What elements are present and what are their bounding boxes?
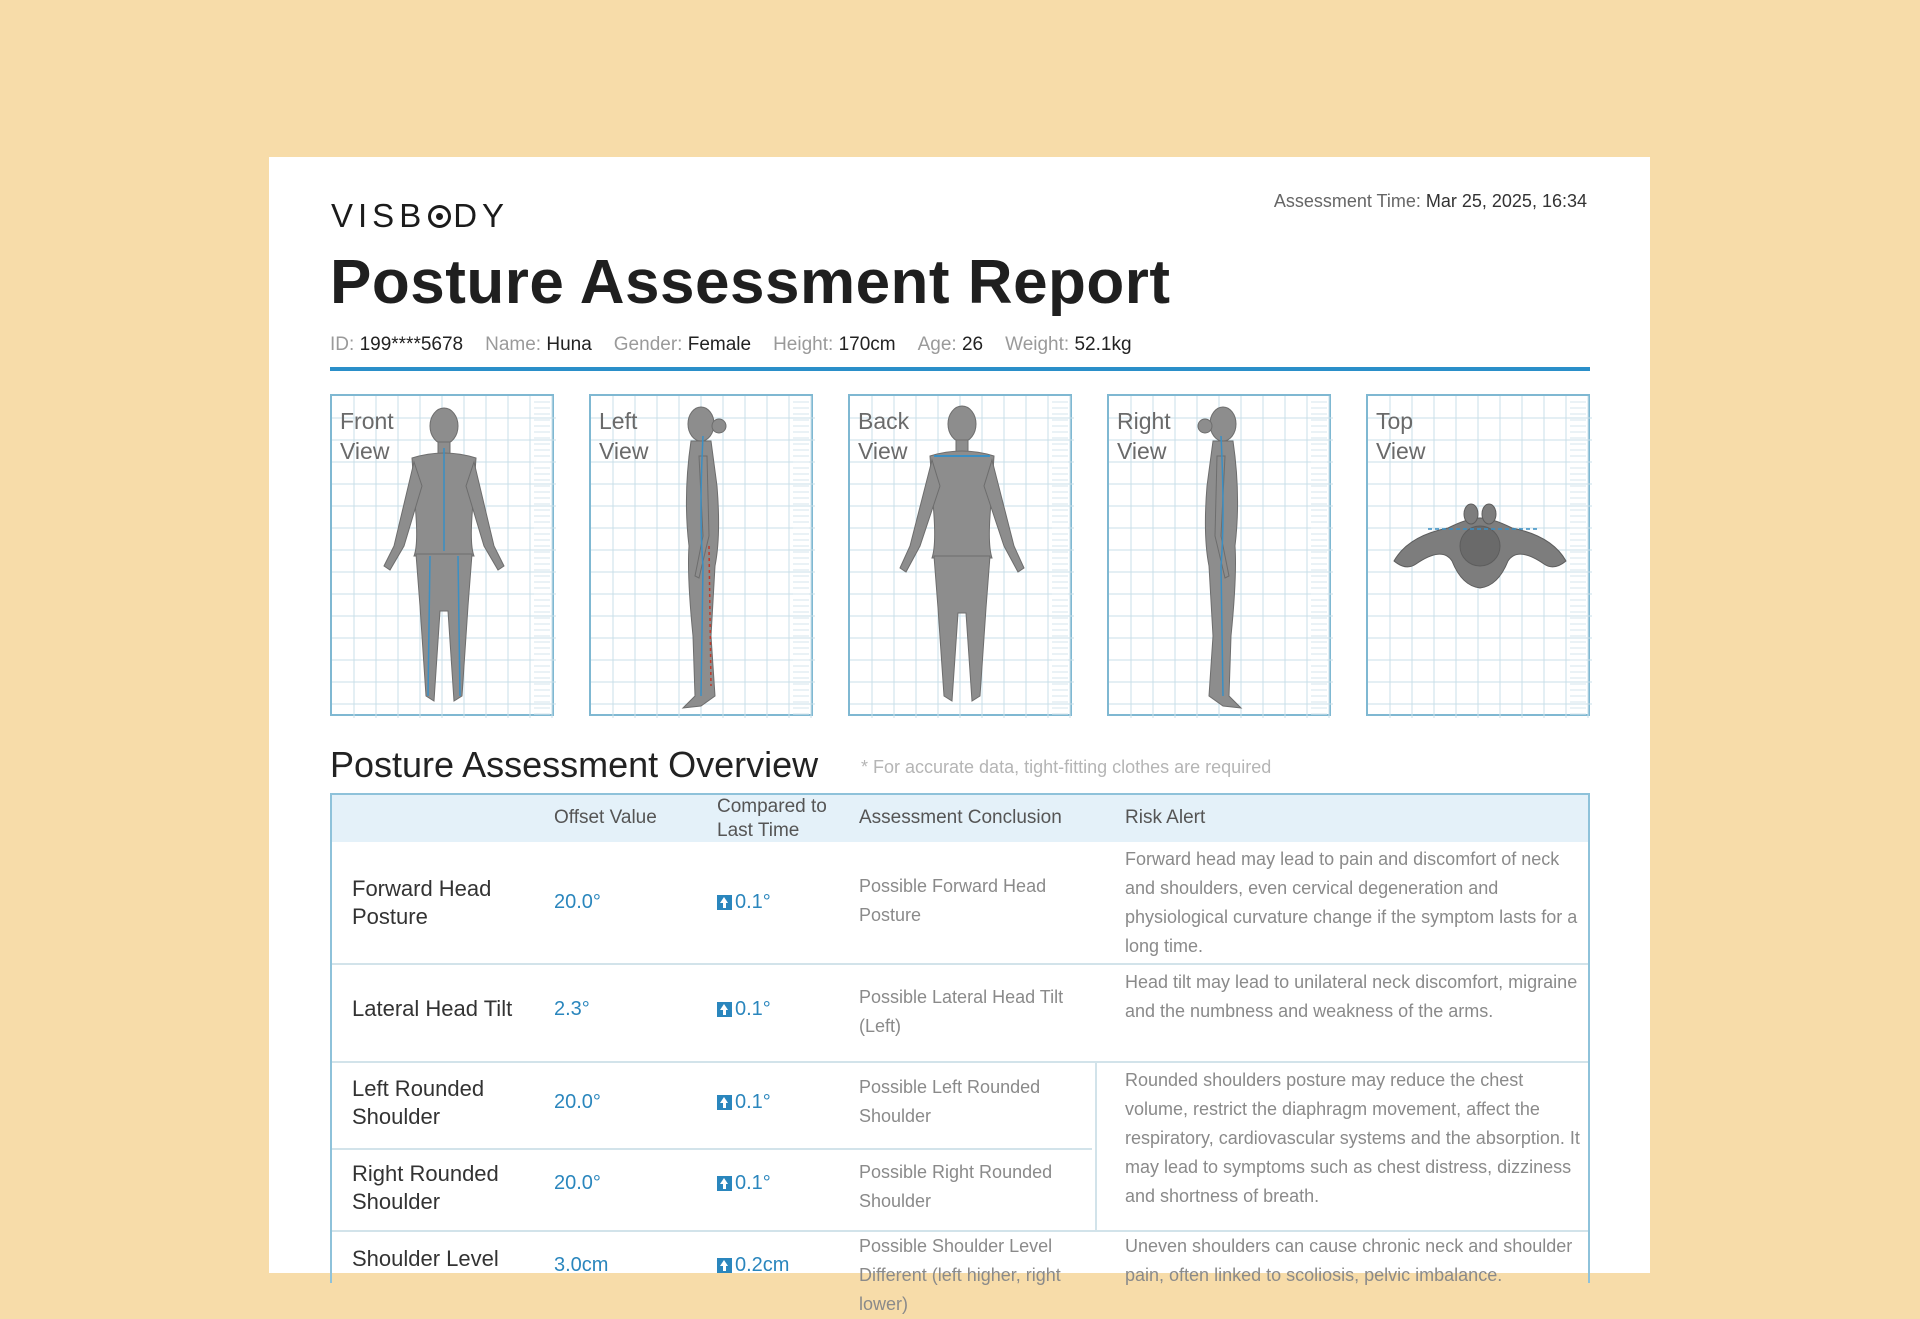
up-arrow-icon bbox=[717, 1176, 732, 1191]
row-conclusion: Possible Left Rounded Shoulder bbox=[859, 1077, 1041, 1126]
table-row bbox=[332, 965, 1588, 1061]
row-offset: 20.0° bbox=[554, 1172, 601, 1194]
body-scan-views bbox=[330, 394, 1590, 716]
row-name: Shoulder Level bbox=[352, 1246, 499, 1271]
col-offset-value: Offset Value bbox=[554, 807, 657, 828]
row-offset: 20.0° bbox=[554, 891, 601, 913]
row-compare: 0.2cm bbox=[717, 1254, 789, 1277]
overview-note: * For accurate data, tight-fitting clothes are required bbox=[861, 757, 1272, 777]
row-compare: 0.1° bbox=[717, 891, 771, 914]
front-view-panel[interactable] bbox=[330, 394, 554, 716]
left-view-label: Left View bbox=[599, 408, 649, 464]
up-arrow-icon bbox=[717, 895, 732, 910]
col-conclusion: Assessment Conclusion bbox=[859, 807, 1062, 828]
row-name: Forward Head Posture bbox=[352, 876, 492, 929]
row-compare: 0.1° bbox=[717, 998, 771, 1021]
col-risk-alert: Risk Alert bbox=[1125, 807, 1206, 828]
back-view-panel[interactable] bbox=[848, 394, 1072, 716]
profile-info bbox=[330, 334, 1132, 356]
up-arrow-icon bbox=[717, 1095, 732, 1110]
visbody-logo: VISB DY bbox=[331, 197, 510, 234]
col-compared: Compared to Last Time bbox=[717, 796, 827, 841]
front-view-label: Front View bbox=[340, 408, 394, 464]
top-view-label: Top View bbox=[1376, 408, 1426, 464]
table-row bbox=[332, 1232, 1588, 1312]
right-view-label: Right View bbox=[1117, 408, 1171, 464]
row-conclusion: Possible Forward Head Posture bbox=[859, 876, 1047, 925]
posture-table bbox=[330, 793, 1590, 1314]
id-value: 199****5678 bbox=[359, 334, 464, 355]
right-view-panel[interactable] bbox=[1107, 394, 1331, 716]
gender-label: Gender: bbox=[613, 334, 683, 355]
up-arrow-icon bbox=[717, 1002, 732, 1017]
age-value: 26 bbox=[961, 334, 984, 355]
cell-divider bbox=[1095, 1063, 1097, 1230]
row-risk: Forward head may lead to pain and discomfort of neck and shoulders, even cervical degeneration and physiological curvature change if the symptom lasts for a long time. bbox=[1125, 849, 1578, 956]
row-offset: 3.0cm bbox=[554, 1254, 609, 1276]
up-arrow-icon bbox=[717, 1258, 732, 1273]
height-label: Height: bbox=[773, 334, 834, 355]
age-label: Age: bbox=[917, 334, 957, 355]
top-view-panel[interactable] bbox=[1366, 394, 1590, 716]
report-title: Posture Assessment Report bbox=[330, 248, 1171, 317]
overview-heading: Posture Assessment Overview bbox=[330, 744, 819, 785]
row-conclusion: Possible Right Rounded Shoulder bbox=[859, 1162, 1053, 1211]
weight-value: 52.1kg bbox=[1074, 334, 1132, 355]
name-value: Huna bbox=[546, 334, 592, 355]
row-conclusion: Possible Lateral Head Tilt (Left) bbox=[859, 987, 1064, 1036]
weight-label: Weight: bbox=[1005, 334, 1070, 355]
row-compare: 0.1° bbox=[717, 1091, 771, 1114]
row-compare: 0.1° bbox=[717, 1172, 771, 1195]
back-view-label: Back View bbox=[858, 408, 910, 464]
table-row bbox=[332, 842, 1588, 963]
id-label: ID: bbox=[330, 334, 355, 355]
row-conclusion: Possible Shoulder Level Different (left higher, right lower) bbox=[859, 1236, 1061, 1314]
left-view-panel[interactable] bbox=[589, 394, 813, 716]
row-risk: Head tilt may lead to unilateral neck discomfort, migraine and the numbness and weakness of the arms. bbox=[1125, 972, 1578, 1021]
height-value: 170cm bbox=[838, 334, 896, 355]
row-offset: 2.3° bbox=[554, 998, 590, 1020]
row-offset: 20.0° bbox=[554, 1091, 601, 1113]
assessment-time bbox=[1274, 191, 1587, 212]
row-name: Right Rounded Shoulder bbox=[352, 1161, 499, 1214]
row-risk: Uneven shoulders can cause chronic neck and shoulder pain, often linked to scoliosis, pelvic imbalance. bbox=[1125, 1236, 1573, 1285]
table-header bbox=[332, 795, 1588, 842]
header-divider bbox=[330, 367, 1590, 371]
row-name: Left Rounded Shoulder bbox=[352, 1076, 485, 1129]
gender-value: Female bbox=[687, 334, 752, 355]
name-label: Name: bbox=[485, 334, 542, 355]
assessment-time-value: Mar 25, 2025, 16:34 bbox=[1425, 191, 1587, 211]
logo-o-mark bbox=[428, 205, 451, 228]
report-page bbox=[269, 157, 1650, 1314]
row-name: Lateral Head Tilt bbox=[352, 996, 513, 1021]
assessment-time-label: Assessment Time: bbox=[1273, 191, 1421, 211]
row-risk-shared: Rounded shoulders posture may reduce the chest volume, restrict the diaphragm movement, affect the respiratory, cardiovascular systems and the absorption. It may lead to symptoms such as chest distress, dizziness and shortness of breath. bbox=[1125, 1070, 1580, 1206]
